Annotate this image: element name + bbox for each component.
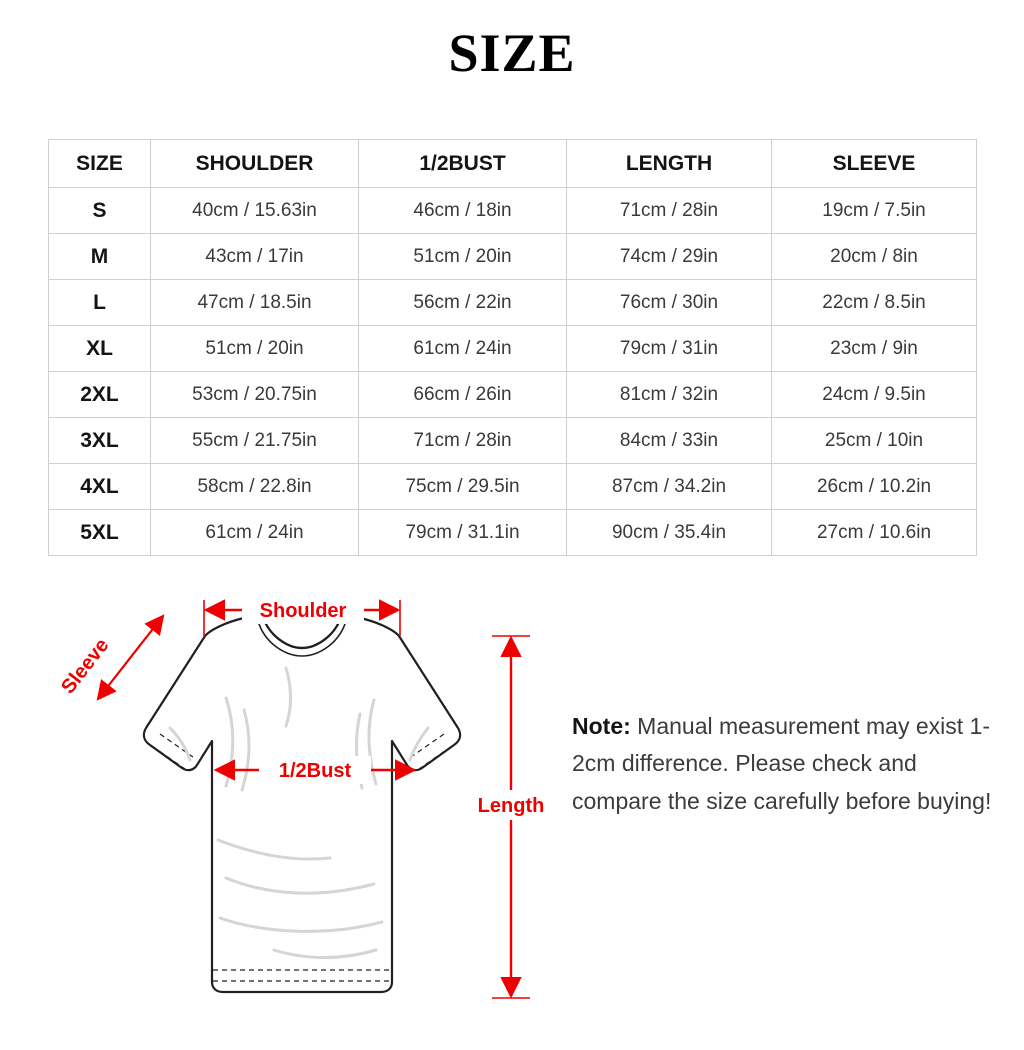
shoulder-label: Shoulder bbox=[259, 600, 347, 622]
column-header-size: SIZE bbox=[49, 140, 151, 188]
cell-length: 84cm / 33in bbox=[567, 418, 772, 464]
cell-size: 5XL bbox=[49, 510, 151, 556]
size-table-container bbox=[48, 139, 976, 556]
column-header-length: LENGTH bbox=[567, 140, 772, 188]
size-table bbox=[48, 139, 977, 556]
cell-sleeve: 24cm / 9.5in bbox=[772, 372, 977, 418]
cell-sleeve: 23cm / 9in bbox=[772, 326, 977, 372]
table-row bbox=[49, 234, 977, 280]
cell-length: 90cm / 35.4in bbox=[567, 510, 772, 556]
table-row bbox=[49, 510, 977, 556]
cell-size: L bbox=[49, 280, 151, 326]
cell-bust: 75cm / 29.5in bbox=[359, 464, 567, 510]
cell-sleeve: 20cm / 8in bbox=[772, 234, 977, 280]
cell-bust: 46cm / 18in bbox=[359, 188, 567, 234]
cell-bust: 79cm / 31.1in bbox=[359, 510, 567, 556]
cell-shoulder: 61cm / 24in bbox=[151, 510, 359, 556]
cell-sleeve: 25cm / 10in bbox=[772, 418, 977, 464]
cell-length: 74cm / 29in bbox=[567, 234, 772, 280]
length-label: Length bbox=[477, 795, 545, 817]
cell-shoulder: 51cm / 20in bbox=[151, 326, 359, 372]
note-block bbox=[572, 708, 992, 820]
cell-length: 79cm / 31in bbox=[567, 326, 772, 372]
table-row bbox=[49, 280, 977, 326]
sleeve-label: Sleeve bbox=[57, 634, 114, 699]
cell-length: 76cm / 30in bbox=[567, 280, 772, 326]
cell-sleeve: 22cm / 8.5in bbox=[772, 280, 977, 326]
cell-shoulder: 47cm / 18.5in bbox=[151, 280, 359, 326]
cell-bust: 56cm / 22in bbox=[359, 280, 567, 326]
cell-sleeve: 27cm / 10.6in bbox=[772, 510, 977, 556]
cell-size: XL bbox=[49, 326, 151, 372]
table-row bbox=[49, 372, 977, 418]
cell-size: M bbox=[49, 234, 151, 280]
cell-bust: 71cm / 28in bbox=[359, 418, 567, 464]
cell-sleeve: 26cm / 10.2in bbox=[772, 464, 977, 510]
tshirt-measurement-diagram bbox=[30, 578, 570, 1038]
cell-size: 4XL bbox=[49, 464, 151, 510]
table-row bbox=[49, 464, 977, 510]
column-header-shoulder: SHOULDER bbox=[151, 140, 359, 188]
note-label: Note: bbox=[572, 713, 631, 739]
table-row bbox=[49, 188, 977, 234]
table-header-row bbox=[49, 140, 977, 188]
cell-length: 87cm / 34.2in bbox=[567, 464, 772, 510]
cell-shoulder: 55cm / 21.75in bbox=[151, 418, 359, 464]
cell-bust: 61cm / 24in bbox=[359, 326, 567, 372]
column-header-sleeve: SLEEVE bbox=[772, 140, 977, 188]
cell-bust: 51cm / 20in bbox=[359, 234, 567, 280]
cell-bust: 66cm / 26in bbox=[359, 372, 567, 418]
note-text: Manual measurement may exist 1-2cm difference. Please check and compare the size carefully before buying! bbox=[572, 713, 992, 814]
cell-shoulder: 58cm / 22.8in bbox=[151, 464, 359, 510]
column-header-bust: 1/2BUST bbox=[359, 140, 567, 188]
tshirt-illustration bbox=[144, 614, 460, 992]
bust-label: 1/2Bust bbox=[278, 760, 352, 782]
cell-sleeve: 19cm / 7.5in bbox=[772, 188, 977, 234]
cell-shoulder: 43cm / 17in bbox=[151, 234, 359, 280]
page-title: SIZE bbox=[448, 23, 576, 83]
cell-shoulder: 40cm / 15.63in bbox=[151, 188, 359, 234]
cell-size: 3XL bbox=[49, 418, 151, 464]
cell-size: S bbox=[49, 188, 151, 234]
sleeve-measure-annotation bbox=[57, 616, 163, 699]
length-measure-annotation bbox=[470, 636, 554, 998]
table-row bbox=[49, 326, 977, 372]
cell-length: 71cm / 28in bbox=[567, 188, 772, 234]
table-row bbox=[49, 418, 977, 464]
cell-shoulder: 53cm / 20.75in bbox=[151, 372, 359, 418]
cell-size: 2XL bbox=[49, 372, 151, 418]
cell-length: 81cm / 32in bbox=[567, 372, 772, 418]
